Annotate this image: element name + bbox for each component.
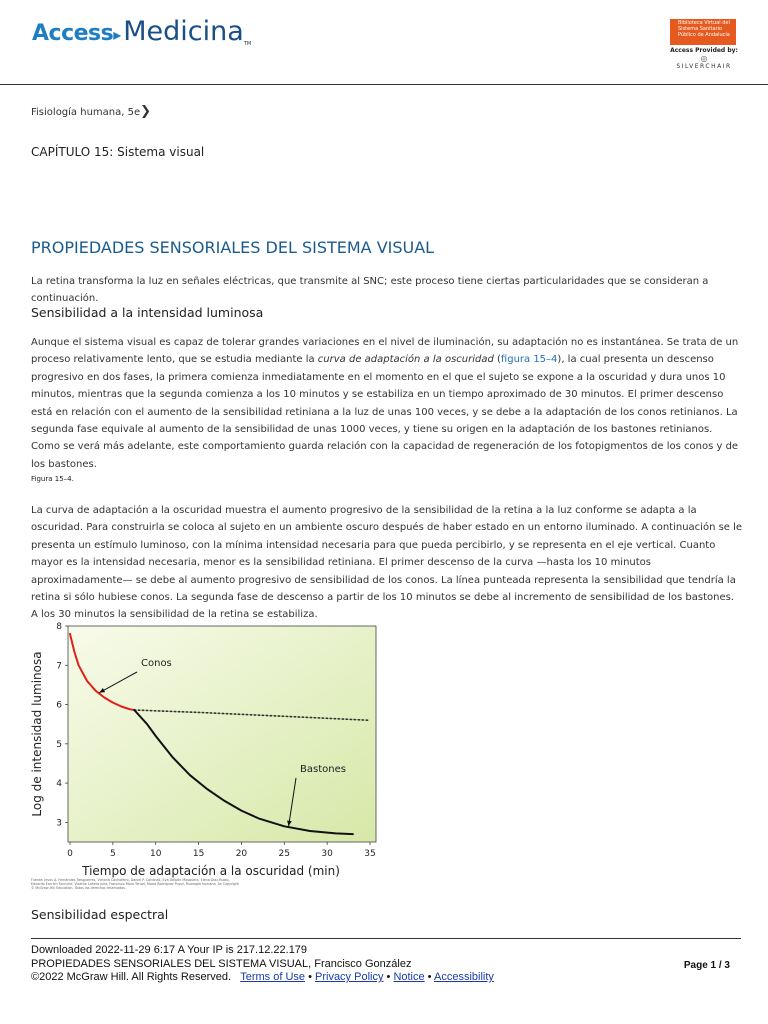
y-tick-label: 3 xyxy=(56,818,62,829)
figure-label: Figura 15–4. xyxy=(31,475,74,483)
silverchair-label: SILVERCHAIR xyxy=(676,63,732,70)
y-tick-label: 5 xyxy=(56,739,62,750)
x-tick-label: 35 xyxy=(364,849,376,859)
logo-access-text: Access xyxy=(32,21,114,46)
figure-credit: Fuente: Jesús A. Fernández-Tresguerres, Victoria Cachofeiro, Daniel P. Cardinali, Eva Delpón Mosquera, Elena Díaz-Rubio, Eduardo Escrich Escriche, Vicente Lahera Juliá, Francisco Mora Teruel, María Rodríguez Puyol, Fisiología humana, 5e Copyright © McGraw-Hill Education. Todos los derechos reservados. xyxy=(31,878,239,891)
x-tick-label: 5 xyxy=(109,849,116,859)
y-tick-label: 8 xyxy=(56,622,62,632)
annotation-label-1: Bastones xyxy=(300,764,346,775)
section-title: PROPIEDADES SENSORIALES DEL SISTEMA VISUAL xyxy=(31,238,435,257)
download-info: Downloaded 2022-11-29 6:17 A Your IP is 217.12.22.179 xyxy=(31,944,308,956)
privacy-link[interactable]: Privacy Policy xyxy=(315,971,384,983)
y-axis-label: Log de intensidad luminosa xyxy=(30,651,44,817)
silverchair-icon: ◎ xyxy=(700,54,708,63)
y-tick-label: 4 xyxy=(56,779,62,790)
logo-arrow-icon: ▸ xyxy=(113,25,122,44)
x-tick-label: 20 xyxy=(235,849,248,859)
logo-tm: TM xyxy=(243,41,252,47)
access-provider xyxy=(670,19,738,70)
breadcrumb[interactable] xyxy=(31,104,151,119)
x-tick-label: 10 xyxy=(149,849,162,859)
footer-links-row: ©2022 McGraw Hill. All Rights Reserved. Terms of Use • Privacy Policy • Notice • Accessibility xyxy=(31,971,494,983)
page-number: Page 1 / 3 xyxy=(683,960,730,971)
chevron-right-icon: ❯ xyxy=(140,104,152,119)
chapter-title: CAPÍTULO 15: Sistema visual xyxy=(31,145,205,159)
x-tick-label: 30 xyxy=(321,849,333,859)
breadcrumb-book[interactable]: Fisiología humana, 5e xyxy=(31,107,141,118)
accessmedicina-logo[interactable] xyxy=(32,16,251,47)
plot-area xyxy=(68,626,376,842)
access-provided-label: Access Provided by: xyxy=(670,47,738,54)
intensity-paragraph xyxy=(31,334,743,473)
section-intro: La retina transforma la luz en señales eléctricas, que transmite al SNC; este proceso tiene ciertas particularidades que se consideran a continuación. xyxy=(31,276,709,305)
dark-adaptation-chart xyxy=(28,616,382,880)
y-tick-label: 7 xyxy=(56,661,62,672)
terms-link[interactable]: Terms of Use xyxy=(240,971,306,983)
page-header xyxy=(0,0,768,85)
text-run: ), la cual presenta un descenso progresivo en dos fases, la primera comienza inmediatamente en el momento en el que el sujeto se expone a la oscuridad y dura unos 10 minutos, mientras que la segunda comienza a los 10 minutos y se estabiliza en un tiempo aproximado de 30 minutos. El primer descenso está en relación con el aumento de la sensibilidad retiniana a la luz de unas 100 veces, y se debe a la adaptación de los conos retinianos. La segunda fase equivale al aumento de la sensibilidad de unas 1000 veces, y tiene su origen en la adaptación de los bastones retinianos. Como se verá más adelante, este comportamiento guarda relación con la capacidad de regeneración de los fotopigmentos de los conos y de los bastones. xyxy=(31,354,739,470)
text-run: ( xyxy=(493,354,501,366)
copyright: ©2022 McGraw Hill. All Rights Reserved. xyxy=(31,971,232,983)
page-footer xyxy=(31,944,494,985)
figure-link[interactable]: figura 15–4 xyxy=(500,354,558,366)
y-tick-label: 6 xyxy=(56,700,62,711)
annotation-label-0: Conos xyxy=(141,658,172,669)
text-run: Aunque el sistema visual es capaz de tolerar grandes variaciones en el nivel de iluminación, su adaptación no es instantánea. Se trata de un proceso relativamente lento, que se estudia mediante la xyxy=(31,337,739,366)
footer-divider xyxy=(31,938,741,939)
accessibility-link[interactable]: Accessibility xyxy=(433,971,494,983)
provider-badge: Biblioteca Virtual del Sistema Sanitario Público de Andalucía xyxy=(670,19,736,45)
x-axis-label: Tiempo de adaptación a la oscuridad (min) xyxy=(82,864,340,878)
footer-article-title: PROPIEDADES SENSORIALES DEL SISTEMA VISUAL, Francisco González xyxy=(31,957,412,970)
subsection-title-intensity: Sensibilidad a la intensidad luminosa xyxy=(31,305,264,320)
x-tick-label: 15 xyxy=(192,849,205,859)
italic-term: curva de adaptación a la oscuridad xyxy=(317,354,494,366)
figure-caption: La curva de adaptación a la oscuridad muestra el aumento progresivo de la sensibilidad de la retina a la luz conforme se adapta a la oscuridad. Para construirla se coloca al sujeto en un ambiente oscuro después de haber estado en un entorno iluminado. A continuación se le presenta un estímulo luminoso, con la mínima intensidad necesaria para que pueda percibirlo, y se representa en el eje vertical. Cuanto mayor es la intensidad necesaria, menor es la sensibilidad retiniana. El primer descenso de la curva —hasta los 10 minutos aproximadamente— se debe al aumento progresivo de sensibilidad de los conos. La línea punteada representa la sensibilidad que tendría la retina si sólo hubiese conos. La segunda fase de descenso a partir de los 10 minutos se debe al incremento de sensibilidad de los bastones. A los 30 minutos la sensibilidad de la retina se estabiliza. xyxy=(31,505,743,621)
x-tick-label: 0 xyxy=(67,849,73,859)
subsection-title-spectral: Sensibilidad espectral xyxy=(31,907,169,922)
x-tick-label: 25 xyxy=(278,849,291,859)
logo-medicina-text: Medicina xyxy=(123,16,244,47)
notice-link[interactable]: Notice xyxy=(393,971,425,983)
